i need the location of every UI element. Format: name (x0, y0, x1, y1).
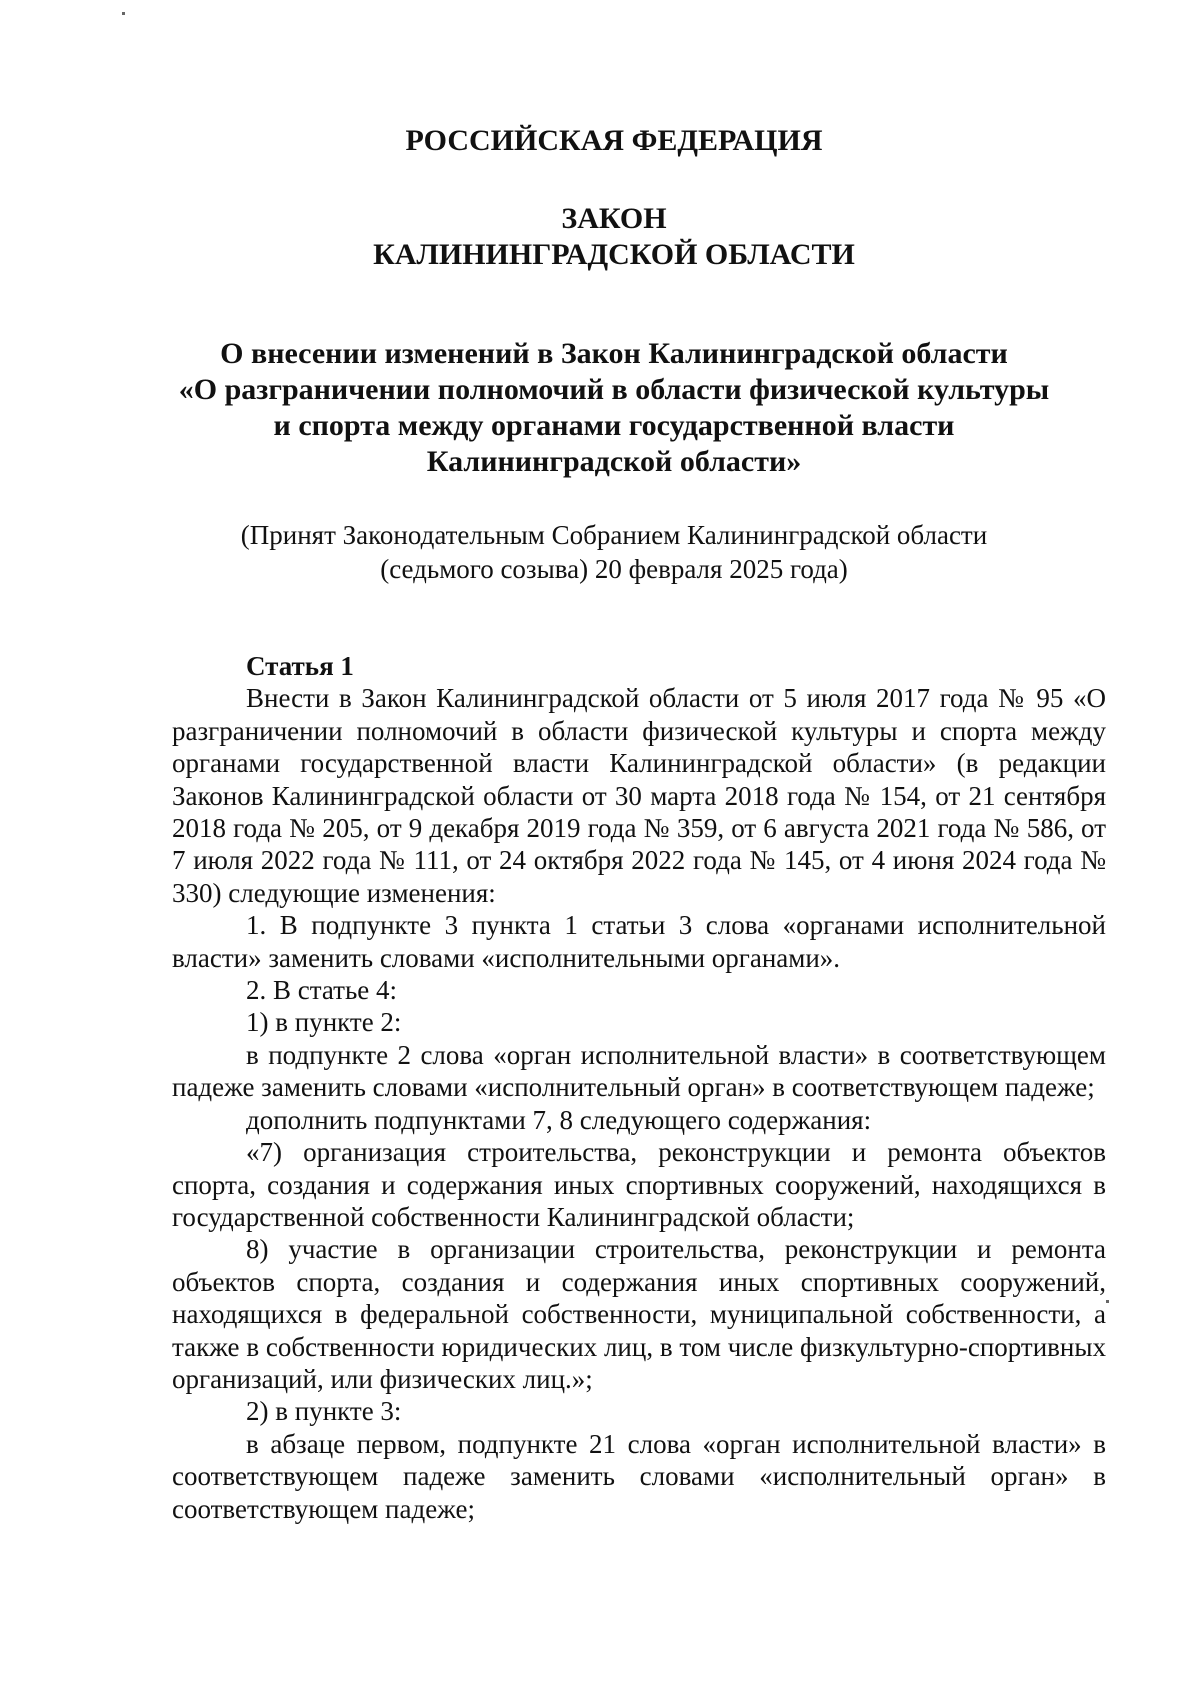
article-title: Статья 1 (246, 651, 354, 681)
law-header (14, 201, 1200, 273)
article-paragraph: в подпункте 2 слова «орган исполнительной власти» в соответствующем падеже заменить словами «исполнительный орган» в соответствующем падеже; (172, 1039, 1106, 1103)
law-region: КАЛИНИНГРАДСКОЙ ОБЛАСТИ (373, 238, 855, 271)
adoption-line: (седьмого созыва) 20 февраля 2025 года) (380, 554, 848, 584)
title-line: и спорта между органами государственной власти (273, 409, 955, 442)
country-name: РОССИЙСКАЯ ФЕДЕРАЦИЯ (405, 124, 823, 157)
scan-speck (122, 12, 125, 15)
scan-speck (1106, 1300, 1109, 1303)
article-paragraph: в абзаце первом, подпункте 21 слова «орган исполнительной власти» в соответствующем падеже заменить словами «исполнительный орган» в соответствующем падеже; (172, 1428, 1106, 1524)
article-paragraph: 8) участие в организации строительства, реконструкции и ремонта объектов спорта, создания и содержания иных спортивных сооружений, находящихся в федеральной собственности, муниципальной собственности, а также в собственности юридических лиц, в том числе физкультурно-спортивных организаций, или физических лиц.»; (172, 1234, 1106, 1394)
article-paragraph: 2. В статье 4: (246, 975, 398, 1006)
law-type: ЗАКОН (561, 202, 667, 235)
document-title (14, 336, 1200, 480)
title-line: «О разграничении полномочий в области физической культуры (178, 373, 1050, 406)
article-paragraph: 1. В подпункте 3 пункта 1 статьи 3 слова «органами исполнительной власти» заменить словами «исполнительными органами». (172, 910, 1106, 973)
article-body (172, 650, 1106, 1525)
article-paragraph: 2) в пункте 3: (246, 1396, 402, 1427)
title-line: О внесении изменений в Закон Калининградской области (220, 337, 1008, 370)
article-paragraph: «7) организация строительства, реконструкции и ремонта объектов спорта, создания и содержания иных спортивных сооружений, находящихся в государственной собственности Калининградской области; (172, 1137, 1106, 1232)
article-paragraph: дополнить подпунктами 7, 8 следующего содержания: (246, 1104, 872, 1135)
adoption-line: (Принят Законодательным Собранием Калининградской области (240, 520, 988, 550)
article-paragraph: 1) в пункте 2: (246, 1007, 402, 1038)
adoption-note (14, 518, 1200, 586)
title-line: Калининградской области» (426, 445, 802, 478)
country-header (14, 123, 1200, 159)
article-paragraph: Внести в Закон Калининградской области от 5 июля 2017 года № 95 «О разграничении полномочий в области физической культуры и спорта между органами государственной власти Калининградской области» (в редакции Законов Калининградской области от 30 марта 2018 года № 154, от 21 сентября 2018 года № 205, от 9 декабря 2019 года № 359, от 6 августа 2021 года № 586, от 7 июля 2022 года № 111, от 24 октября 2022 года № 145, от 4 июня 2024 года № 330) следующие изменения: (172, 683, 1106, 908)
